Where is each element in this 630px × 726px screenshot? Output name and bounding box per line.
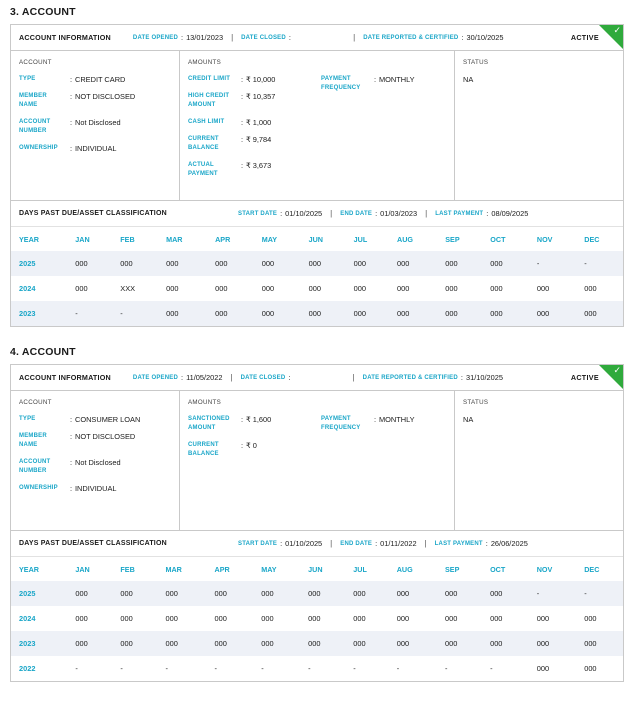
dpd-table	[11, 227, 623, 326]
field-label: ACCOUNT NUMBER	[19, 119, 51, 134]
amount-value: ₹ 3,673	[246, 161, 272, 170]
dpd-cell: -	[576, 251, 623, 276]
dpd-bar	[11, 531, 623, 557]
payment-frequency-label: PAYMENT FREQUENCY	[321, 416, 361, 431]
dpd-cell: -	[67, 301, 112, 326]
separator: |	[425, 209, 428, 218]
account-field	[19, 484, 171, 493]
colon: :	[280, 539, 283, 548]
date-reported	[363, 33, 503, 42]
separator: |	[352, 373, 355, 382]
status-value: NA	[463, 75, 474, 84]
payment-frequency	[321, 415, 446, 467]
end-date-label: END DATE	[340, 210, 373, 217]
separator: |	[230, 373, 233, 382]
account-info-bar	[11, 365, 623, 391]
dpd-cell: 000	[157, 631, 206, 656]
field-label: TYPE	[19, 416, 36, 422]
field-value: NOT DISCLOSED	[75, 92, 136, 101]
dpd-cell: 000	[254, 251, 301, 276]
amount-label: CASH LIMIT	[188, 119, 225, 125]
dpd-cell: 000	[345, 581, 388, 606]
table-row	[11, 656, 623, 681]
dpd-cell: 000	[157, 581, 206, 606]
field-label: MEMBER NAME	[19, 433, 47, 448]
account-heading: ACCOUNT	[19, 59, 52, 66]
table-row	[11, 631, 623, 656]
dpd-cell: 000	[261, 614, 274, 623]
field-label: TYPE	[19, 76, 36, 82]
amount-field	[188, 415, 321, 433]
dpd-cell: 000	[254, 301, 301, 326]
column-header: NOV	[536, 234, 553, 244]
dpd-cell: 000	[67, 251, 112, 276]
colon: :	[181, 373, 184, 382]
account-card	[10, 364, 624, 682]
dpd-cell: 000	[490, 284, 503, 293]
colon: :	[240, 441, 244, 450]
section-title: 3. ACCOUNT	[10, 6, 76, 18]
colon: :	[240, 415, 244, 424]
column-header: JAN	[75, 564, 90, 574]
colon: :	[69, 75, 73, 84]
last-payment	[435, 209, 528, 218]
field-label: MEMBER NAME	[19, 93, 47, 108]
end-date-value: 01/03/2023	[380, 209, 418, 218]
last-payment-value: 26/06/2025	[490, 539, 528, 548]
dpd-cell: 000	[346, 251, 389, 276]
dpd-cell: 000	[300, 631, 345, 656]
column-header: DEC	[584, 234, 600, 244]
date-reported	[363, 373, 503, 382]
date-opened-value: 13/01/2023	[186, 33, 224, 42]
dpd-cell: 000	[482, 251, 529, 276]
dpd-cell: 000	[75, 284, 88, 293]
separator: |	[330, 539, 333, 548]
table-row	[11, 276, 623, 301]
dpd-cell: 000	[261, 284, 275, 293]
dpd-cell: 000	[120, 614, 133, 623]
check-icon: ✓	[613, 25, 621, 35]
amount-label: CREDIT LIMIT	[188, 76, 231, 82]
date-closed-label: DATE CLOSED	[240, 374, 286, 381]
dpd-cell: -	[75, 664, 78, 673]
field-value: CONSUMER LOAN	[75, 415, 141, 424]
dpd-cell: 000	[158, 251, 207, 276]
dpd-cell: 000	[536, 664, 550, 673]
dpd-cell: 000	[67, 581, 112, 606]
dpd-cell: -	[214, 664, 218, 673]
dpd-cell: 000	[389, 631, 437, 656]
column-header: FEB	[120, 564, 135, 574]
table-row	[11, 301, 623, 326]
date-reported-value: 31/10/2025	[465, 373, 503, 382]
dpd-cell: -	[529, 581, 576, 606]
account-card	[10, 24, 624, 327]
amount-field	[188, 161, 321, 179]
column-header: MAR	[166, 234, 183, 244]
check-icon: ✓	[613, 365, 621, 375]
amount-label: ACTUAL PAYMENT	[188, 162, 218, 177]
column-header: FEB	[120, 234, 135, 244]
dpd-cell: 000	[584, 664, 597, 673]
account-column	[11, 391, 180, 530]
column-header: DEC	[584, 564, 600, 574]
active-status: ACTIVE	[570, 373, 599, 382]
dpd-cell: -	[261, 664, 264, 673]
amount-field	[188, 441, 321, 459]
column-header: NOV	[536, 564, 553, 574]
amount-field	[188, 118, 321, 127]
payment-frequency-field	[321, 75, 446, 93]
dpd-cell: 000	[529, 301, 576, 326]
colon: :	[69, 118, 73, 127]
account-details	[11, 51, 623, 201]
dpd-title: DAYS PAST DUE/ASSET CLASSIFICATION	[19, 210, 167, 217]
dpd-cell: 000	[345, 631, 388, 656]
amounts-heading: AMOUNTS	[188, 399, 222, 406]
table-row	[11, 581, 623, 606]
dpd-cell: 000	[75, 614, 88, 623]
column-header: JAN	[75, 234, 90, 244]
field-value: INDIVIDUAL	[75, 144, 117, 153]
account-field	[19, 92, 171, 110]
column-header: SEP	[445, 234, 460, 244]
dpd-cell: -	[120, 664, 123, 673]
start-date-label: START DATE	[238, 210, 278, 217]
dpd-cell: 000	[482, 631, 529, 656]
colon: :	[288, 373, 291, 382]
colon: :	[280, 209, 283, 218]
date-closed	[241, 33, 345, 42]
end-date	[340, 209, 417, 218]
column-header: SEP	[445, 564, 460, 574]
field-value: NOT DISCLOSED	[75, 432, 136, 441]
dpd-cell: 000	[207, 251, 254, 276]
amount-field	[188, 135, 321, 153]
amounts-list	[188, 415, 321, 467]
colon: :	[486, 209, 489, 218]
status-value: NA	[463, 415, 474, 424]
dpd-cell: 000	[445, 614, 458, 623]
column-header: YEAR	[19, 564, 39, 574]
dpd-cell: 000	[482, 301, 529, 326]
status-heading: STATUS	[463, 399, 489, 406]
dpd-cell: 000	[437, 631, 482, 656]
payment-frequency	[321, 75, 446, 187]
year-cell: 2022	[19, 664, 36, 673]
year-cell: 2023	[11, 631, 67, 656]
colon: :	[69, 415, 73, 424]
dpd-cell: 000	[301, 301, 346, 326]
amounts-column	[180, 391, 455, 530]
payment-frequency-field	[321, 415, 446, 433]
amount-value: ₹ 10,357	[246, 92, 276, 101]
date-opened-label: DATE OPENED	[132, 374, 178, 381]
last-payment-label: LAST PAYMENT	[434, 540, 483, 547]
dpd-cell: -	[353, 664, 356, 673]
colon: :	[461, 33, 464, 42]
column-header: JUN	[308, 234, 323, 244]
account-info-title: ACCOUNT INFORMATION	[19, 33, 111, 42]
dpd-cell: 000	[353, 284, 366, 293]
last-payment-label: LAST PAYMENT	[435, 210, 484, 217]
account-details	[11, 391, 623, 531]
year-cell: 2024	[19, 284, 36, 293]
field-value: CREDIT CARD	[75, 75, 126, 84]
account-info-bar	[11, 25, 623, 51]
field-label: OWNERSHIP	[19, 485, 58, 491]
colon: :	[460, 373, 463, 382]
amount-value: ₹ 1,000	[246, 118, 272, 127]
date-opened	[133, 373, 223, 382]
payment-frequency-label: PAYMENT FREQUENCY	[321, 76, 361, 91]
colon: :	[375, 539, 378, 548]
colon: :	[240, 75, 244, 84]
dpd-cell: 000	[112, 581, 157, 606]
dpd-cell: 000	[584, 614, 597, 623]
dpd-cell: 000	[389, 251, 437, 276]
colon: :	[69, 484, 73, 493]
colon: :	[485, 539, 488, 548]
amount-label: SANCTIONED AMOUNT	[188, 416, 230, 431]
colon: :	[373, 75, 377, 84]
dpd-cell: -	[490, 664, 493, 673]
active-status: ACTIVE	[570, 33, 599, 42]
amount-value: ₹ 1,600	[246, 415, 272, 424]
dpd-cell: 000	[207, 631, 254, 656]
dpd-cell: 000	[437, 301, 482, 326]
column-header: APR	[214, 564, 230, 574]
colon: :	[181, 33, 184, 42]
colon: :	[373, 415, 377, 424]
account-heading: ACCOUNT	[19, 399, 52, 406]
amounts-grid	[188, 75, 446, 187]
start-date-value: 01/10/2025	[285, 209, 323, 218]
column-header: MAY	[261, 564, 277, 574]
dpd-table	[11, 557, 623, 681]
start-date	[238, 539, 322, 548]
dpd-cell: 000	[482, 581, 529, 606]
table-row	[11, 251, 623, 276]
amount-value: ₹ 9,784	[246, 135, 272, 144]
end-date	[340, 539, 416, 548]
date-reported-value: 30/10/2025	[466, 33, 504, 42]
colon: :	[375, 209, 378, 218]
year-cell: 2025	[11, 581, 67, 606]
amount-label: CURRENT BALANCE	[188, 136, 219, 151]
separator: |	[231, 33, 234, 42]
column-header: OCT	[490, 564, 506, 574]
dpd-cell: 000	[353, 614, 366, 623]
dpd-cell: 000	[529, 631, 576, 656]
account-info-title: ACCOUNT INFORMATION	[19, 373, 111, 382]
dpd-cell: -	[445, 664, 448, 673]
date-opened-value: 11/05/2022	[186, 373, 223, 382]
dpd-cell: 000	[437, 251, 482, 276]
amount-label: HIGH CREDIT AMOUNT	[188, 93, 230, 108]
account-field	[19, 415, 171, 424]
account-column	[11, 51, 180, 200]
dpd-cell: 000	[67, 631, 112, 656]
amount-value: ₹ 0	[246, 441, 257, 450]
colon: :	[288, 33, 291, 42]
amounts-heading: AMOUNTS	[188, 59, 222, 66]
last-payment-value: 08/09/2025	[491, 209, 529, 218]
year-cell: 2025	[11, 251, 67, 276]
column-header: AUG	[397, 234, 414, 244]
date-closed-label: DATE CLOSED	[241, 34, 286, 41]
colon: :	[69, 432, 73, 441]
dpd-cell: 000	[253, 581, 300, 606]
account-field	[19, 458, 171, 476]
colon: :	[69, 92, 73, 101]
payment-frequency-value: MONTHLY	[379, 415, 415, 424]
dpd-table-head	[11, 557, 623, 581]
field-label: ACCOUNT NUMBER	[19, 459, 51, 474]
amounts-grid	[188, 415, 446, 467]
start-date-label: START DATE	[238, 540, 278, 547]
dpd-cell: 000	[112, 251, 158, 276]
account-field	[19, 118, 171, 136]
dpd-cell: 000	[112, 631, 157, 656]
column-header: JUL	[353, 564, 367, 574]
dpd-cell: 000	[253, 631, 300, 656]
column-header: MAR	[165, 564, 182, 574]
dpd-cell: 000	[207, 581, 254, 606]
date-reported-label: DATE REPORTED & CERTIFIED	[363, 34, 459, 41]
amount-label: CURRENT BALANCE	[188, 442, 219, 457]
dpd-cell: 000	[389, 581, 437, 606]
end-date-value: 01/11/2022	[380, 539, 417, 548]
header-row	[11, 557, 623, 581]
dpd-cell: 000	[214, 614, 227, 623]
end-date-label: END DATE	[340, 540, 373, 547]
status-column	[455, 391, 623, 530]
date-opened-label: DATE OPENED	[132, 34, 178, 41]
dpd-cell: 000	[215, 284, 228, 293]
date-opened	[133, 33, 223, 42]
status-heading: STATUS	[463, 59, 489, 66]
column-header: JUL	[353, 234, 368, 244]
header-row	[11, 227, 623, 251]
colon: :	[240, 161, 244, 170]
colon: :	[69, 458, 73, 467]
dpd-cell: 000	[584, 284, 597, 293]
column-header: OCT	[490, 234, 506, 244]
start-date	[238, 209, 322, 218]
column-header: APR	[215, 234, 231, 244]
section-title: 4. ACCOUNT	[10, 346, 76, 358]
year-cell: 2024	[19, 614, 36, 623]
dpd-cell: 000	[166, 284, 179, 293]
separator: |	[424, 539, 427, 548]
amount-field	[188, 92, 321, 110]
amount-field	[188, 75, 321, 84]
dpd-cell: 000	[445, 284, 458, 293]
field-value: INDIVIDUAL	[75, 484, 117, 493]
dpd-cell: 000	[165, 614, 178, 623]
field-label: OWNERSHIP	[19, 145, 58, 151]
separator: |	[330, 209, 333, 218]
colon: :	[69, 144, 73, 153]
dpd-cell: 000	[300, 581, 345, 606]
dpd-cell: 000	[490, 614, 503, 623]
dpd-cell: -	[112, 301, 158, 326]
payment-frequency-value: MONTHLY	[379, 75, 415, 84]
dpd-cell: 000	[536, 614, 550, 623]
dpd-cell: 000	[437, 581, 482, 606]
dpd-cell: 000	[158, 301, 207, 326]
amount-value: ₹ 10,000	[246, 75, 276, 84]
dpd-cell: 000	[389, 301, 437, 326]
amounts-list	[188, 75, 321, 187]
dpd-cell: -	[308, 664, 311, 673]
column-header: YEAR	[19, 234, 39, 244]
dpd-cell: 000	[396, 614, 410, 623]
dpd-cell: -	[576, 581, 623, 606]
dpd-cell: 000	[308, 614, 321, 623]
colon: :	[240, 92, 244, 101]
dpd-cell: 000	[346, 301, 389, 326]
year-cell: 2023	[11, 301, 67, 326]
field-value: Not Disclosed	[75, 458, 121, 467]
table-row	[11, 606, 623, 631]
column-header: MAY	[261, 234, 278, 244]
account-field	[19, 144, 171, 153]
dpd-cell: 000	[207, 301, 254, 326]
dpd-table-head	[11, 227, 623, 251]
dpd-table-body	[11, 581, 623, 681]
amounts-column	[180, 51, 455, 200]
dpd-title: DAYS PAST DUE/ASSET CLASSIFICATION	[19, 540, 167, 547]
status-column	[455, 51, 623, 200]
dpd-table-body	[11, 251, 623, 326]
date-closed	[241, 373, 345, 382]
date-reported-label: DATE REPORTED & CERTIFIED	[362, 374, 458, 381]
dpd-cell: 000	[576, 301, 623, 326]
dpd-cell: 000	[308, 284, 321, 293]
field-value: Not Disclosed	[75, 118, 121, 127]
colon: :	[240, 135, 244, 144]
dpd-cell: -	[396, 664, 400, 673]
last-payment	[435, 539, 528, 548]
account-field	[19, 75, 171, 84]
account-field	[19, 432, 171, 450]
column-header: JUN	[308, 564, 323, 574]
dpd-cell: 000	[397, 284, 410, 293]
colon: :	[240, 118, 244, 127]
dpd-cell: XXX	[120, 284, 136, 293]
start-date-value: 01/10/2025	[285, 539, 323, 548]
dpd-cell: -	[165, 664, 168, 673]
dpd-cell: 000	[301, 251, 346, 276]
dpd-cell: 000	[536, 284, 550, 293]
separator: |	[353, 33, 356, 42]
dpd-cell: -	[529, 251, 576, 276]
dpd-cell: 000	[576, 631, 623, 656]
column-header: AUG	[396, 564, 413, 574]
dpd-bar	[11, 201, 623, 227]
